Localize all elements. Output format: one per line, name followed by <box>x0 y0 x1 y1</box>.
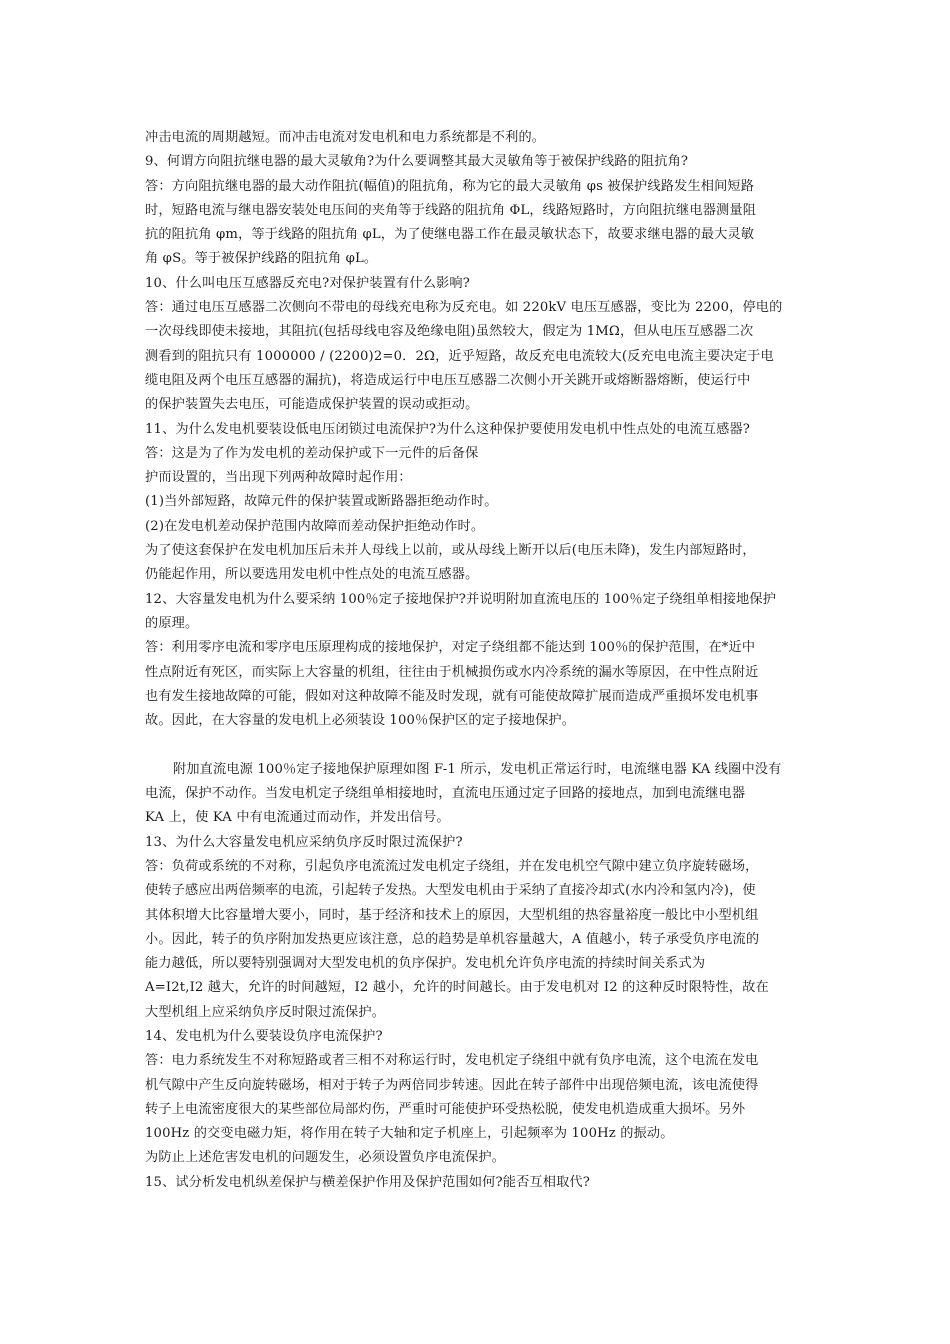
text-line: 冲击电流的周期越短。而冲击电流对发电机和电力系统都是不利的。 <box>145 130 546 145</box>
list-item: (2)在发电机差动保护范围内故障而差动保护拒绝动作时。 <box>145 518 485 534</box>
question-14-heading: 14、发电机为什么要装设负序电流保护? <box>145 1028 383 1044</box>
question-15-heading: 15、试分析发电机纵差保护与横差保护作用及保护范围如何?能否互相取代? <box>145 1174 590 1190</box>
text-line: 仍能起作用，所以要选用发电机中性点处的电流互感器。 <box>145 567 479 583</box>
text-line: 测看到的阻抗只有 1000000 / (2200)2=0．2Ω，近乎短路，故反充电电流较大(反充电电流主要决定于电 <box>145 348 774 364</box>
text-line: 答：通过电压互感器二次侧向不带电的母线充电称为反充电。如 220kV 电压互感器，变比为 2200，停电的 <box>145 300 783 316</box>
text-line: A=I2t,I2 越大，允许的时间越短，I2 越小，允许的时间越长。由于发电机对 I2 的这种反时限特性，故在 <box>145 980 769 996</box>
question-11-heading: 11、为什么发电机要装设低电压闭锁过电流保护?为什么这种保护要使用发电机中性点处的电流互感器? <box>145 421 751 437</box>
question-13-heading: 13、为什么大容量发电机应采纳负序反时限过流保护? <box>145 834 463 850</box>
text-line: 电流，保护不动作。当发电机定子绕组单相接地时，直流电压通过定子回路的接地点，加到电流继电器 <box>145 786 746 802</box>
list-item: (1)当外部短路，故障元件的保护装置或断路器拒绝动作时。 <box>145 494 498 510</box>
text-line: KA 上，使 KA 中有电流通过而动作，并发出信号。 <box>145 810 450 826</box>
text-line: 大型机组上应采纳负序反时限过流保护。 <box>145 1004 386 1020</box>
text-line: 护而设置的，当出现下列两种故障时起作用： <box>145 470 412 486</box>
text-line: 故。因此，在大容量的发电机上必须装设 100％保护区的定子接地保护。 <box>145 713 576 729</box>
question-9-heading: 9、何谓方向阻抗继电器的最大灵敏角?为什么要调整其最大灵敏角等于被保护线路的阻抗角? <box>145 154 689 170</box>
text-line: 答：这是为了作为发电机的差动保护或下一元件的后备保 <box>145 445 479 461</box>
text-line: 能力越低，所以要特别强调对大型发电机的负序保护。发电机允许负序电流的持续时间关系式为 <box>145 956 706 972</box>
text-line: 性点附近有死区，而实际上大容量的机组，往往由于机械损伤或水内冷系统的漏水等原因，在中性点附近 <box>145 664 759 680</box>
text-line: 100Hz 的交变电磁力矩，将作用在转子大轴和定子机座上，引起频率为 100Hz 的振动。 <box>145 1126 674 1142</box>
text-line: 的保护装置失去电压，可能造成保护装置的误动或拒动。 <box>145 397 479 413</box>
question-10-heading: 10、什么叫电压互感器反充电?对保护装置有什么影响? <box>145 275 470 291</box>
text-line: 缆电阻及两个电压互感器的漏抗)，将造成运行中电压互感器二次侧小开关跳开或熔断器熔断，使运行中 <box>145 372 751 388</box>
text-line: 机气隙中产生反向旋转磁场，相对于转子为两倍同步转速。因此在转子部件中出现倍频电流，该电流使得 <box>145 1077 759 1093</box>
text-line: 为防止上述危害发电机的问题发生，必须设置负序电流保护。 <box>145 1150 506 1166</box>
paragraph-start: 附加直流电源 100％定子接地保护原理如图 F-1 所示，发电机正常运行时，电流继电器 KA 线圈中没有 <box>173 761 782 777</box>
blank-line <box>145 733 810 757</box>
text-line: 小。因此，转子的负序附加发热更应该注意，总的趋势是单机容量越大，A 值越小，转子承受负序电流的 <box>145 931 760 947</box>
text-line: 角 φS。等于被保护线路的阻抗角 φL。 <box>145 251 378 267</box>
text-line: 答：方向阻抗继电器的最大动作阻抗(幅值)的阻抗角，称为它的最大灵敏角 φs 被保护线路发生相间短路 <box>145 178 755 194</box>
text-line: 答：电力系统发生不对称短路或者三相不对称运行时，发电机定子绕组中就有负序电流，这个电流在发电 <box>145 1053 759 1069</box>
text-line: 转子上电流密度很大的某些部位局部灼伤，严重时可能使护环受热松脱，使发电机造成重大损坏。另外 <box>145 1101 746 1117</box>
text-line: 也有发生接地故障的可能，假如对这种故障不能及时发现，就有可能使故障扩展而造成严重损坏发电机事 <box>145 688 759 704</box>
text-line: 一次母线即使未接地，其阻抗(包括母线电容及绝缘电阻)虽然较大，假定为 1MΩ，但从电压互感器二次 <box>145 324 754 340</box>
text-line: 使转子感应出两倍频率的电流，引起转子发热。大型发电机由于采纳了直接冷却式(水内冷和氢内冷)，使 <box>145 883 756 899</box>
text-line: 抗的阻抗角 φm，等于线路的阻抗角 φL，为了使继电器工作在最灵敏状态下，故要求继电器的最大灵敏 <box>145 227 755 243</box>
text-line: 时，短路电流与继电器安装处电压间的夹角等于线路的阻抗角 ΦL，线路短路时，方向阻抗继电器测量阻 <box>145 202 757 218</box>
text-line: 其体积增大比容量增大要小，同时，基于经济和技术上的原因，大型机组的热容量裕度一般比中小型机组 <box>145 907 759 923</box>
question-12-heading: 12、大容量发电机为什么要采纳 100％定子接地保护?并说明附加直流电压的 100％定子绕组单相接地保护 <box>145 591 777 607</box>
question-12-heading-cont: 的原理。 <box>145 615 199 631</box>
text-line: 答：负荷或系统的不对称，引起负序电流流过发电机定子绕组，并在发电机空气隙中建立负序旋转磁场， <box>145 858 759 874</box>
document-page <box>145 126 810 1195</box>
text-line: 为了使这套保护在发电机加压后未并人母线上以前，或从母线上断开以后(电压未降)，发生内部短路时， <box>145 543 756 559</box>
text-line: 答：利用零序电流和零序电压原理构成的接地保护，对定子绕组都不能达到 100％的保护范围，在*近中 <box>145 640 756 656</box>
